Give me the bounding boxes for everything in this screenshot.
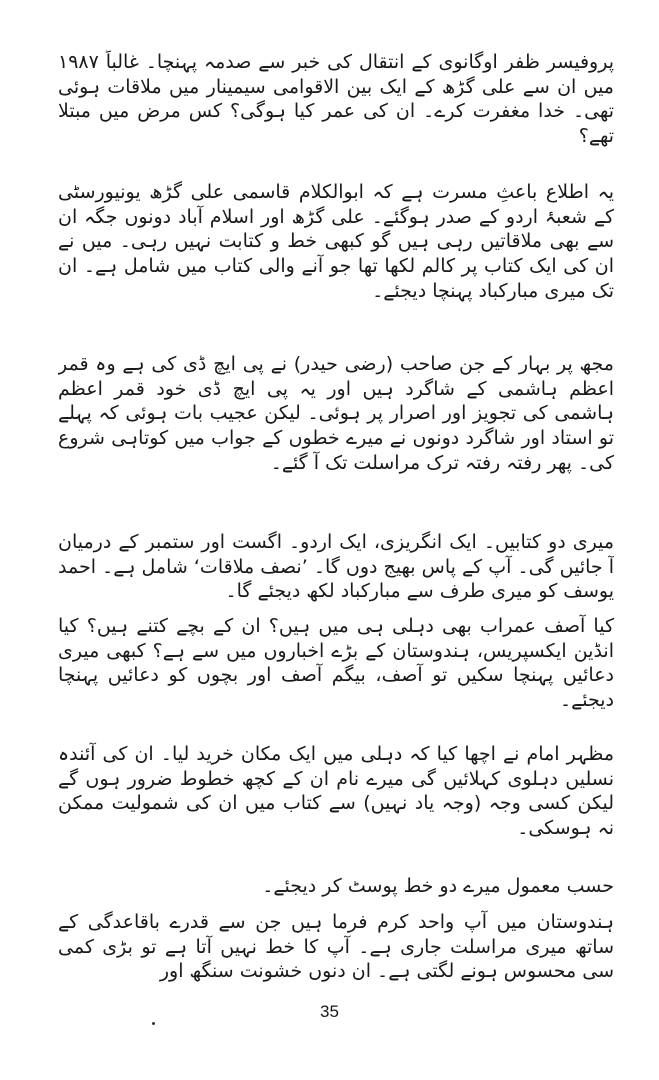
paragraph-5: کیا آصف عمراب بھی دہلی ہی میں ہیں؟ ان کے بچے کتنے ہیں؟ کیا انڈین ایکسپریس، ہندوستان کے بڑے اخباروں میں سے ہے؟ کبھی میری دعائیں پہنچا سکیں تو آصف، بیگم آصف اور بچوں کو دعائیں پہنچا دیجئے۔ — [58, 615, 614, 712]
paragraph-4: میری دو کتابیں۔ ایک انگریزی، ایک اردو۔ اگست اور ستمبر کے درمیان آ جائیں گی۔ آپ کے پاس بھیج دوں گا۔ ’نصف ملاقات‘ شامل ہے۔ احمد یوسف کو میری طرف سے مبارکباد لکھ دیجئے گا۔ — [58, 531, 614, 603]
ink-dot — [152, 1022, 155, 1025]
paragraph-8: ہندوستان میں آپ واحد کرم فرما ہیں جن سے قدرے باقاعدگی کے ساتھ میری مراسلت جاری ہے۔ آپ کا خط نہیں آتا ہے تو بڑی کمی سی محسوس ہونے لگتی ہے۔ ان دنوں خشونت سنگھ اور — [58, 911, 614, 983]
paragraph-1: پروفیسر ظفر اوگانوی کے انتقال کی خبر سے صدمہ پہنچا۔ غالباً ۱۹۸۷ میں ان سے علی گڑھ کے ایک بین الاقوامی سیمینار میں ملاقات ہوئی تھی۔ خدا مغفرت کرے۔ ان کی عمر کیا ہوگی؟ کس مرض میں مبتلا تھے؟ — [58, 51, 614, 148]
page-number: 35 — [320, 1002, 339, 1021]
paragraph-6: مظہر امام نے اچھا کیا کہ دہلی میں ایک مکان خرید لیا۔ ان کی آئندہ نسلیں دہلوی کہلائیں گی میرے نام ان کے کچھ خطوط ضرور ہوں گے لیکن کسی وجہ (وجہ یاد نہیں) سے کتاب میں ان کی شمولیت ممکن نہ ہوسکی۔ — [58, 743, 614, 840]
paragraph-3: مجھ پر بہار کے جن صاحب (رضی حیدر) نے پی ایچ ڈی کی ہے وہ قمر اعظم ہاشمی کے شاگرد ہیں اور یہ پی ایچ ڈی خود قمر اعظم ہاشمی کی تجویز اور اصرار پر ہوئی۔ لیکن عجیب بات ہوئی کہ پہلے تو استاد اور شاگرد دونوں نے میرے خطوں کے جواب میں کوتاہی شروع کی۔ پھر رفتہ رفتہ ترک مراسلت تک آ گئے۔ — [58, 353, 614, 474]
paragraph-2: یہ اطلاع باعثِ مسرت ہے کہ ابوالکلام قاسمی علی گڑھ یونیورسٹی کے شعبۂ اردو کے صدر ہوگئے۔ علی گڑھ اور اسلام آباد دونوں جگہ ان سے بھی ملاقاتیں رہی ہیں گو کبھی خط و کتابت نہیں رہی۔ میں نے ان کی ایک کتاب پر کالم لکھا تھا جو آنے والی کتاب میں شامل ہے۔ ان تک میری مبارکباد پہنچا دیجئے۔ — [58, 181, 614, 302]
paragraph-7: حسب معمول میرے دو خط پوسٹ کر دیجئے۔ — [262, 875, 614, 897]
